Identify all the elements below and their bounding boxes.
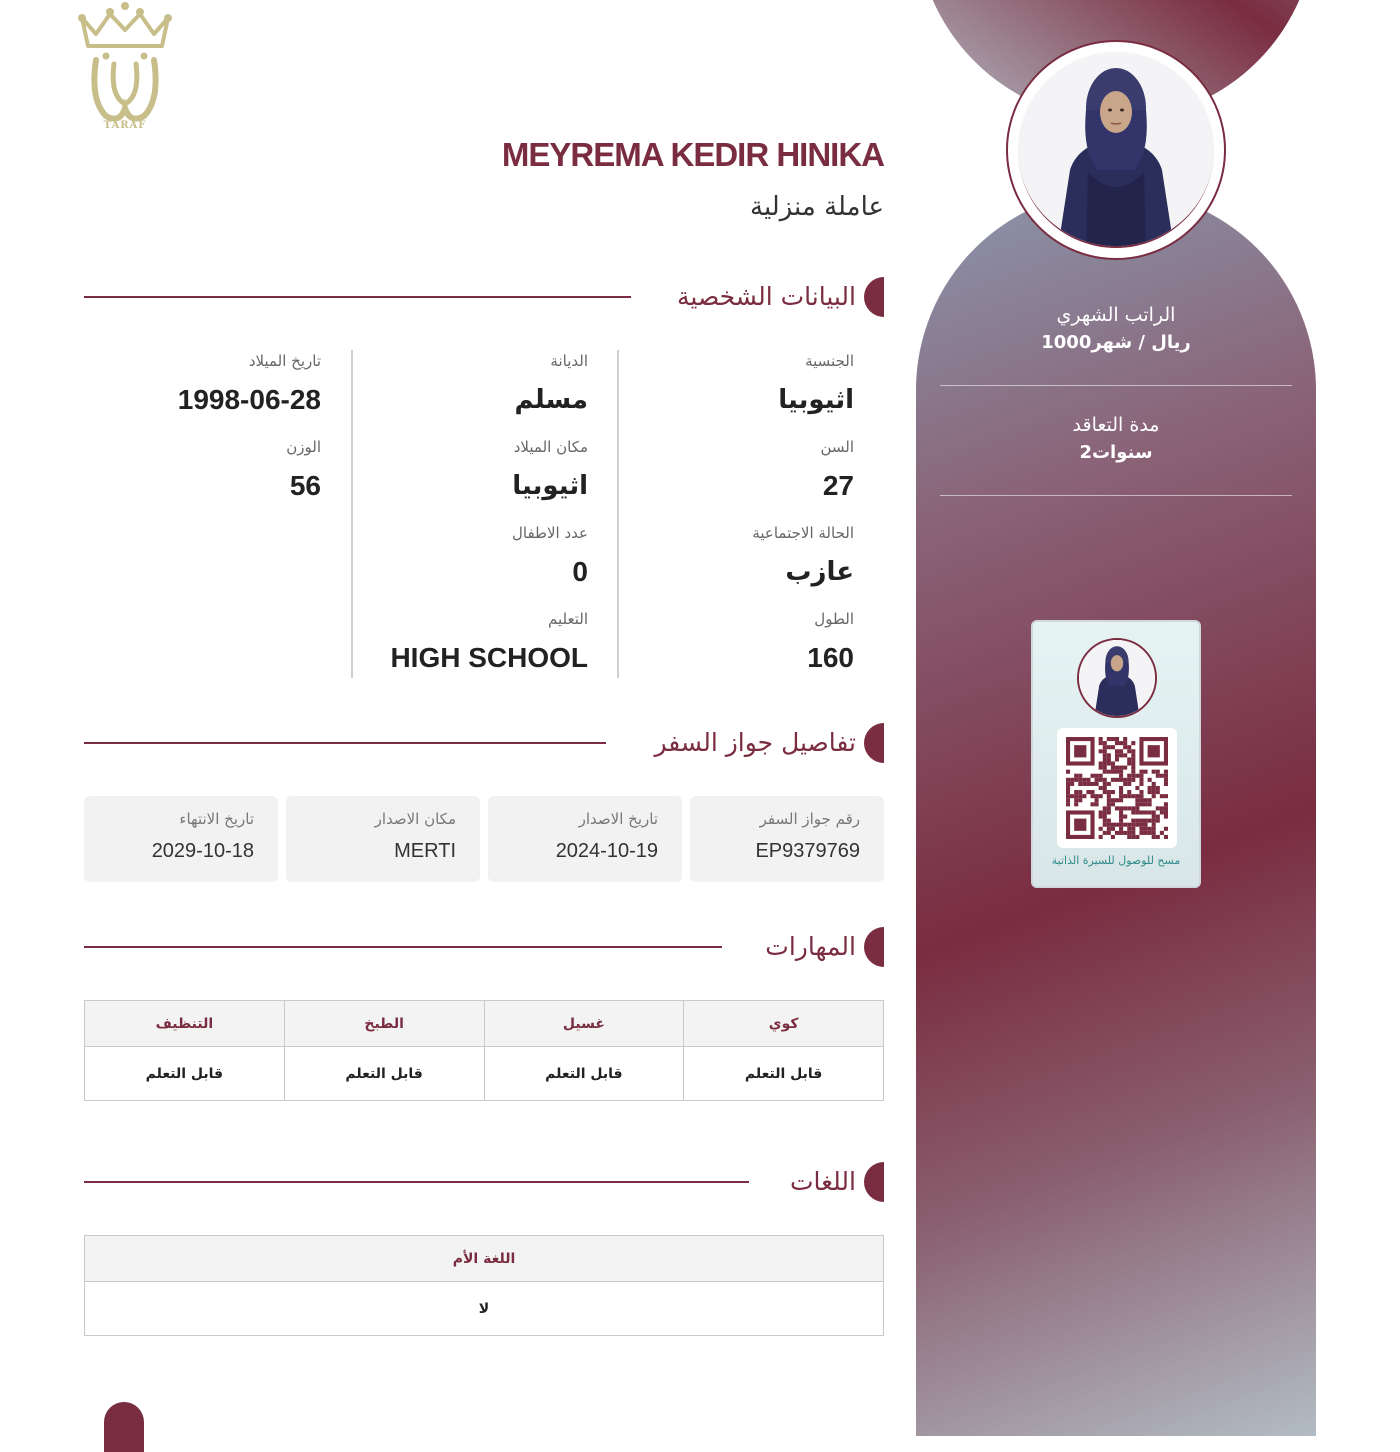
field-label: التعليم	[548, 610, 588, 628]
candidate-name: MEYREMA KEDIR HINIKA	[501, 136, 884, 173]
religion-field	[338, 350, 588, 436]
field-label: مكان الميلاد	[513, 438, 588, 456]
skill-level: قابل التعلم	[85, 1047, 285, 1101]
qr-card-photo	[1077, 638, 1157, 718]
table-row	[85, 1047, 884, 1101]
monthly-salary	[940, 304, 1292, 353]
salary-value: 1000ريال / شهر	[1041, 332, 1191, 353]
passport-number-card	[690, 796, 884, 882]
skill-header: غسيل	[484, 1001, 684, 1047]
skill-header: التنظيف	[85, 1001, 285, 1047]
contract-value: 2سنوات	[1079, 442, 1153, 463]
section-languages	[84, 1162, 884, 1202]
personal-column-1	[604, 350, 854, 694]
section-rule	[84, 296, 631, 298]
field-label: الوزن	[286, 438, 321, 456]
field-label: الحالة الاجتماعية	[752, 524, 854, 542]
field-value: اثيوبيا	[778, 385, 854, 415]
field-value: 160	[807, 642, 854, 673]
section-rule	[84, 1181, 749, 1183]
nationality-field	[604, 350, 854, 436]
language-level: لا	[85, 1282, 884, 1336]
marital-status-field	[604, 522, 854, 608]
skills-table	[84, 1000, 884, 1101]
languages-table	[84, 1235, 884, 1336]
profile-photo	[1006, 40, 1226, 260]
card-value: 2024-10-19	[555, 840, 658, 862]
card-value: MERTI	[394, 840, 456, 862]
weight-field	[71, 436, 321, 522]
education-field	[338, 608, 588, 694]
personal-column-2	[338, 350, 588, 694]
field-label: الجنسية	[805, 352, 854, 370]
field-value: مسلم	[514, 385, 588, 415]
card-value: 2029-10-18	[151, 840, 254, 862]
person-photo-icon	[1018, 52, 1214, 248]
field-value: عازب	[785, 557, 854, 587]
table-header-row	[85, 1001, 884, 1047]
field-value: 27	[822, 470, 854, 501]
passport-expiry-card	[84, 796, 278, 882]
skill-header: الطبخ	[284, 1001, 484, 1047]
section-marker	[864, 1162, 884, 1202]
qr-card[interactable]	[1031, 620, 1201, 888]
section-title: اللغات	[789, 1167, 856, 1196]
card-value: EP9379769	[755, 840, 860, 862]
section-rule	[84, 742, 606, 744]
field-label: عدد الاطفال	[512, 524, 588, 542]
field-label: السن	[820, 438, 854, 456]
field-value: اثيوبيا	[512, 471, 588, 501]
passport-issue-date-card	[488, 796, 682, 882]
section-title: البيانات الشخصية	[677, 282, 856, 311]
section-skills	[84, 927, 884, 967]
qr-caption: مسح للوصول للسيرة الذاتية	[1051, 854, 1181, 867]
age-field	[604, 436, 854, 522]
card-label: مكان الاصدار	[374, 810, 456, 828]
section-marker	[864, 723, 884, 763]
section-marker	[864, 927, 884, 967]
passport-issue-place-card	[286, 796, 480, 882]
table-header-row	[85, 1236, 884, 1282]
skill-level: قابل التعلم	[484, 1047, 684, 1101]
sidebar-divider	[940, 495, 1292, 496]
salary-label: الراتب الشهري	[1056, 304, 1176, 326]
column-divider	[351, 350, 353, 678]
language-header: اللغة الأم	[85, 1236, 884, 1282]
birthdate-field	[71, 350, 321, 436]
qr-code-icon	[1066, 737, 1168, 839]
section-rule	[84, 946, 722, 948]
section-title: تفاصيل جواز السفر	[654, 728, 856, 757]
contract-label: مدة التعاقد	[1072, 414, 1160, 436]
field-value: HIGH SCHOOL	[390, 642, 588, 673]
field-label: الطول	[814, 610, 854, 628]
field-value: 0	[572, 556, 588, 587]
height-field	[604, 608, 854, 694]
section-title: المهارات	[765, 932, 856, 961]
logo-text: TARAF	[103, 120, 147, 131]
skill-level: قابل التعلم	[284, 1047, 484, 1101]
card-label: تاريخ الاصدار	[578, 810, 658, 828]
table-row	[85, 1282, 884, 1336]
birthplace-field	[338, 436, 588, 522]
column-divider	[617, 350, 619, 678]
skill-level: قابل التعلم	[684, 1047, 884, 1101]
skill-header: كوي	[684, 1001, 884, 1047]
qr-code[interactable]	[1057, 728, 1177, 848]
children-field	[338, 522, 588, 608]
personal-column-3	[71, 350, 321, 522]
sidebar-divider	[940, 385, 1292, 386]
job-title: عاملة منزلية	[750, 192, 884, 222]
contract-duration	[940, 414, 1292, 463]
field-value: 1998-06-28	[177, 384, 321, 415]
section-marker	[864, 277, 884, 317]
field-label: تاريخ الميلاد	[248, 352, 321, 370]
section-passport	[84, 723, 884, 763]
card-label: تاريخ الانتهاء	[179, 810, 254, 828]
page-marker	[104, 1402, 144, 1452]
card-label: رقم جواز السفر	[759, 810, 860, 828]
section-personal-info	[84, 277, 884, 317]
field-value: 56	[289, 470, 321, 501]
profile-photo-image	[1018, 52, 1214, 248]
person-photo-icon	[1079, 640, 1155, 716]
taraf-logo-icon	[76, 0, 174, 136]
field-label: الديانة	[550, 352, 588, 370]
